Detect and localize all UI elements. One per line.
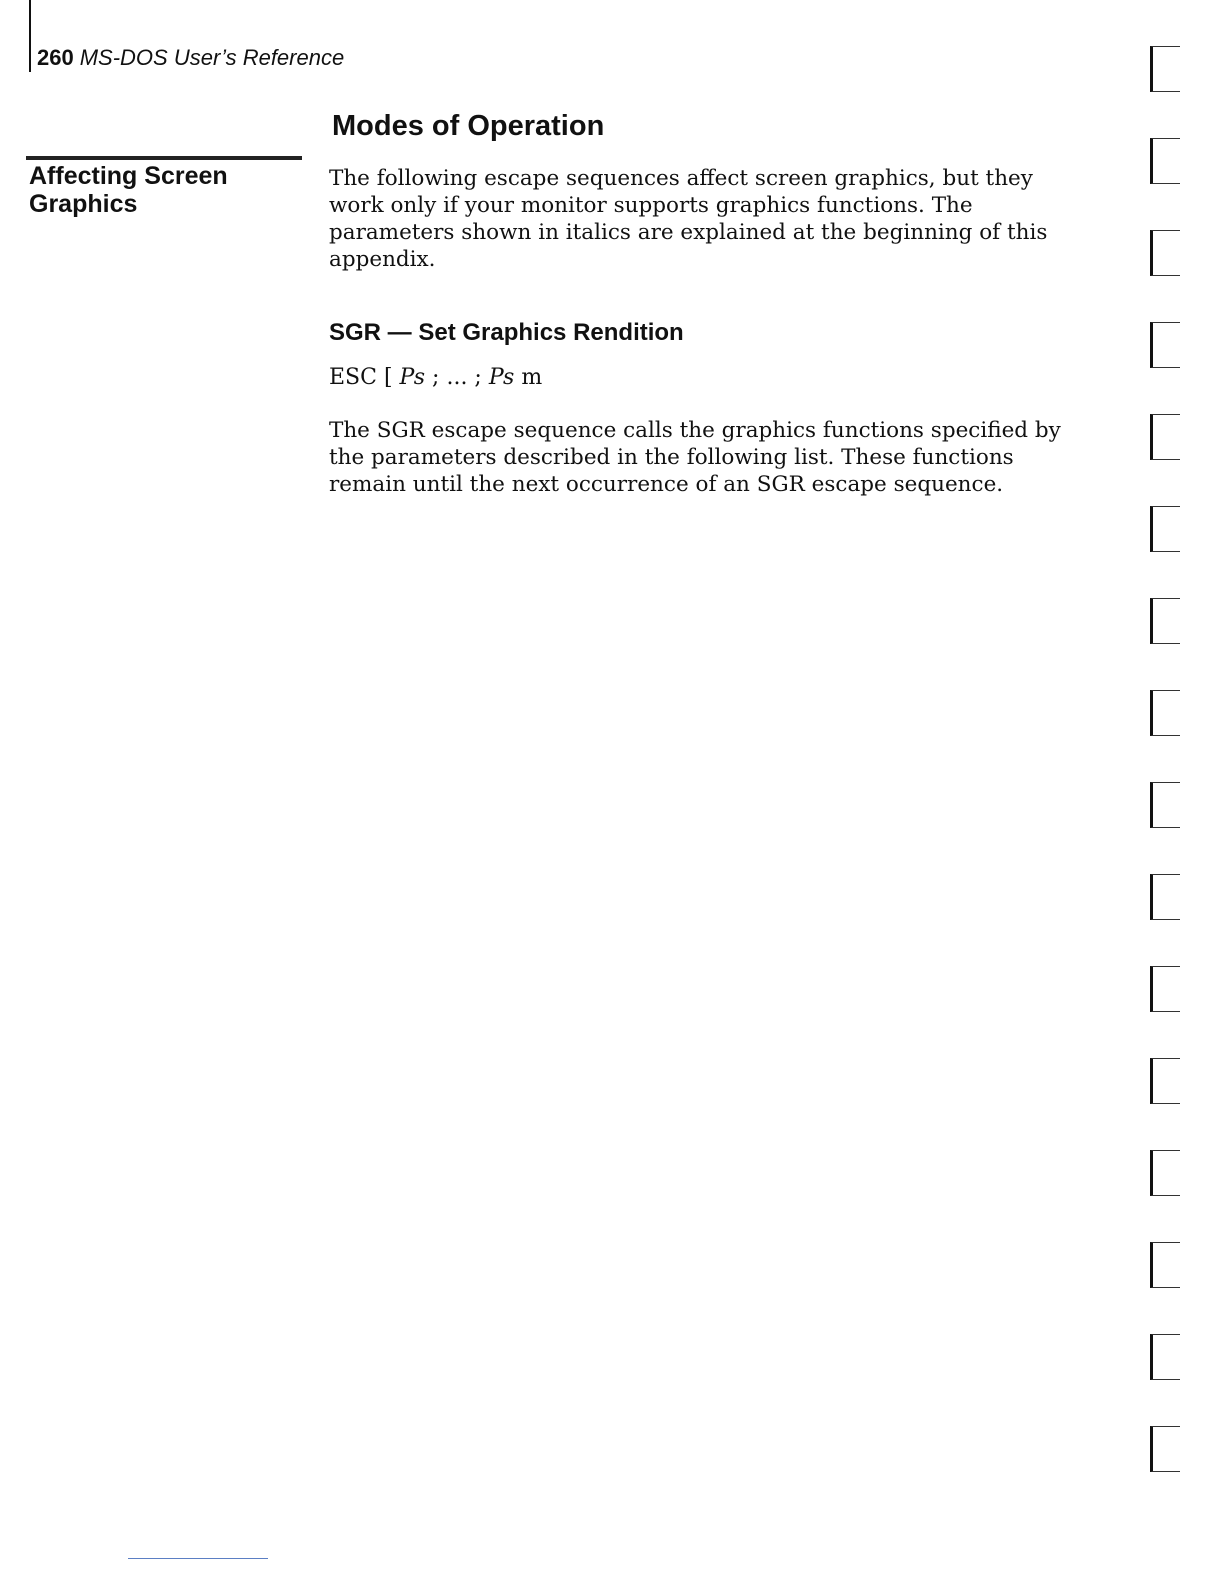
running-header (37, 45, 344, 71)
left-margin-rule (29, 0, 31, 72)
section-title: Modes of Operation (332, 110, 605, 142)
binder-tab (1150, 46, 1180, 92)
binder-tab (1150, 322, 1180, 368)
main-content (329, 110, 1069, 498)
book-title: MS-DOS User’s Reference (79, 45, 345, 70)
syntax-middle: ; ... ; (425, 365, 489, 390)
binder-tab (1150, 782, 1180, 828)
binder-tab (1150, 1058, 1180, 1104)
binder-tab (1150, 874, 1180, 920)
binder-tab (1150, 598, 1180, 644)
binder-tab (1150, 138, 1180, 184)
binder-tab (1150, 690, 1180, 736)
binder-tab (1150, 1334, 1180, 1380)
sidebar-rule (26, 156, 302, 160)
footer-rule (128, 1558, 268, 1559)
escape-sequence-syntax (329, 365, 1069, 390)
binder-tab (1150, 1150, 1180, 1196)
syntax-param-2: Ps (488, 365, 515, 390)
sidebar-heading: Affecting Screen Graphics (29, 162, 228, 218)
description-paragraph: The SGR escape sequence calls the graphics functions specified by the parameters described in the following list. These functions remain until the next occurrence of an SGR escape sequence. (329, 418, 1061, 497)
page-number: 260 (37, 45, 74, 70)
intro-paragraph: The following escape sequences affect screen graphics, but they work only if your monitor supports graphics functions. The parameters shown in italics are explained at the beginning of this appendix. (329, 166, 1048, 272)
binder-tab (1150, 1242, 1180, 1288)
binder-tab (1150, 1426, 1180, 1472)
subsection-title: SGR — Set Graphics Rendition (329, 319, 684, 346)
syntax-param-1: Ps (399, 365, 426, 390)
binder-tab (1150, 230, 1180, 276)
binder-tab (1150, 506, 1180, 552)
binder-tab (1150, 414, 1180, 460)
binder-tab (1150, 966, 1180, 1012)
binder-tabs (1150, 46, 1190, 1518)
syntax-prefix: ESC [ (329, 365, 400, 390)
syntax-suffix: m (514, 365, 543, 390)
